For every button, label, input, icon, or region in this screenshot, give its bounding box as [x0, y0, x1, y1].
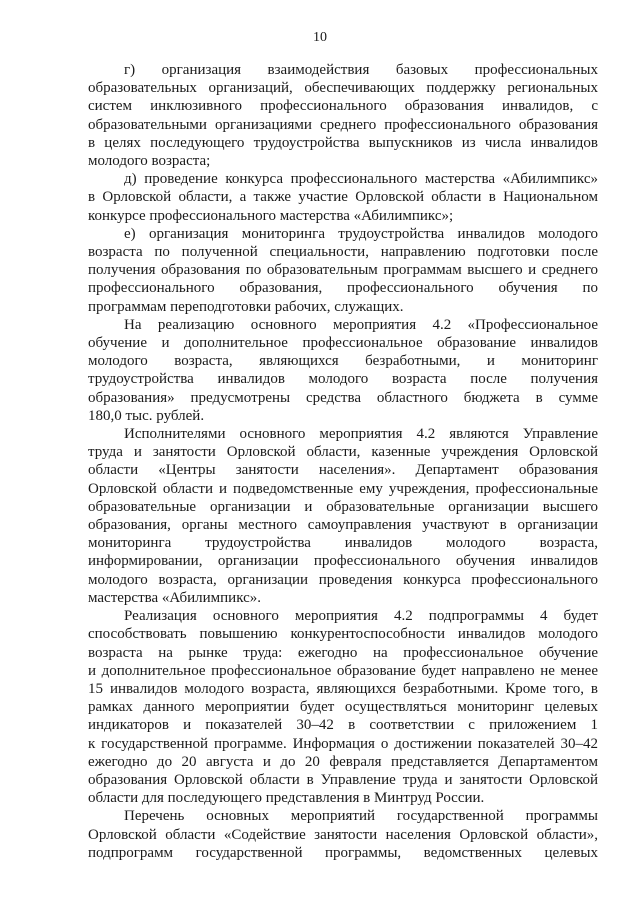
text-line: Исполнителями основного мероприятия 4.2 являются Управление: [124, 426, 598, 443]
paragraph: [88, 316, 598, 425]
text-line: области «Центры занятости населения». Департамент образования: [88, 462, 598, 479]
text-line: 180,0 тыс. рублей.: [88, 407, 205, 424]
text-line: к государственной программе. Информация о достижении показателей 30–42: [88, 735, 598, 752]
paragraph: [88, 225, 598, 316]
text-line: образования Орловской области в Управление труда и занятости Орловской: [88, 771, 598, 788]
text-line: программам переподготовки рабочих, служащих.: [88, 298, 404, 315]
text-line: рамках данного мероприятии будет осуществляться мониторинг целевых: [88, 699, 598, 716]
paragraph: [88, 170, 598, 225]
text-line: образовательные организации и образовательные организации высшего: [88, 498, 598, 515]
page-number: 10: [313, 30, 327, 45]
text-line: Орловской области «Содействие занятости населения Орловской области»,: [88, 826, 598, 843]
text-line: Реализация основного мероприятия 4.2 подпрограммы 4 будет: [124, 608, 598, 625]
text-line: мониторинга трудоустройства инвалидов молодого возраста,: [88, 535, 598, 552]
text-line: образовательных организаций, обеспечивающих поддержку региональных: [88, 80, 598, 97]
text-line: 15 инвалидов молодого возраста, являющихся безработными. Кроме того, в: [88, 680, 598, 697]
text-line: ежегодно до 20 августа и до 20 февраля представляется Департаментом: [88, 753, 598, 770]
text-line: и дополнительное профессиональное образование будет направлено не менее: [88, 662, 598, 679]
text-line: конкурсе профессионального мастерства «Абилимпикс»;: [88, 207, 454, 224]
text-line: г) организация взаимодействия базовых профессиональных: [124, 62, 598, 78]
text-line: образовательными организациями среднего профессионального образования: [88, 116, 598, 133]
text-line: молодого возраста, организации проведения конкурса профессионального: [88, 571, 598, 588]
text-line: получения образования по образовательным программам высшего и среднего: [88, 262, 598, 279]
text-line: е) организация мониторинга трудоустройства инвалидов молодого: [124, 225, 598, 242]
paragraph: [88, 61, 598, 170]
paragraph: [88, 425, 598, 607]
text-line: молодого возраста;: [88, 153, 211, 170]
text-line: способствовать повышению конкурентоспособности инвалидов молодого: [88, 626, 598, 643]
text-line: области для последующего представления в Минтруд России.: [88, 790, 485, 807]
text-line: труда и занятости Орловской области, казенные учреждения Орловской: [88, 444, 598, 461]
text-line: мастерства «Абилимпикс».: [88, 589, 262, 606]
text-line: систем инклюзивного профессионального образования инвалидов, с: [88, 98, 598, 115]
text-line: Перечень основных мероприятий государственной программы: [124, 808, 598, 825]
text-line: профессионального образования, профессионального обучения по: [88, 280, 598, 297]
document-body: [88, 61, 598, 862]
text-line: обучение и дополнительное профессиональное образование инвалидов: [88, 335, 598, 352]
text-line: в целях последующего трудоустройства выпускников из числа инвалидов: [88, 134, 598, 151]
text-line: Орловской области и подведомственные ему учреждения, профессиональные: [88, 480, 598, 497]
text-line: возраста на рынке труда: ежегодно на профессиональное обучение: [88, 644, 598, 661]
text-line: На реализацию основного мероприятия 4.2 «Профессиональное: [124, 316, 598, 333]
text-line: молодого возраста, являющихся безработными, и мониторинг: [88, 353, 598, 370]
text-line: образования, органы местного самоуправления участвуют в организации: [88, 517, 598, 534]
text-line: подпрограмм государственной программы, ведомственных целевых: [88, 844, 598, 861]
paragraph: [88, 607, 598, 807]
text-line: возраста по полученной специальности, направлению подготовки после: [88, 244, 598, 261]
text-line: образования» предусмотрены средства областного бюджета в сумме: [88, 389, 598, 406]
text-line: информировании, организации профессионального обучения инвалидов: [88, 553, 598, 570]
text-line: трудоустройства инвалидов молодого возраста после получения: [88, 371, 598, 388]
text-line: в Орловской области, а также участие Орловской области в Национальном: [88, 189, 598, 206]
paragraph: [88, 807, 598, 862]
text-line: индикаторов и показателей 30–42 в соответствии с приложением 1: [88, 717, 598, 734]
text-line: д) проведение конкурса профессионального мастерства «Абилимпикс»: [124, 171, 598, 188]
